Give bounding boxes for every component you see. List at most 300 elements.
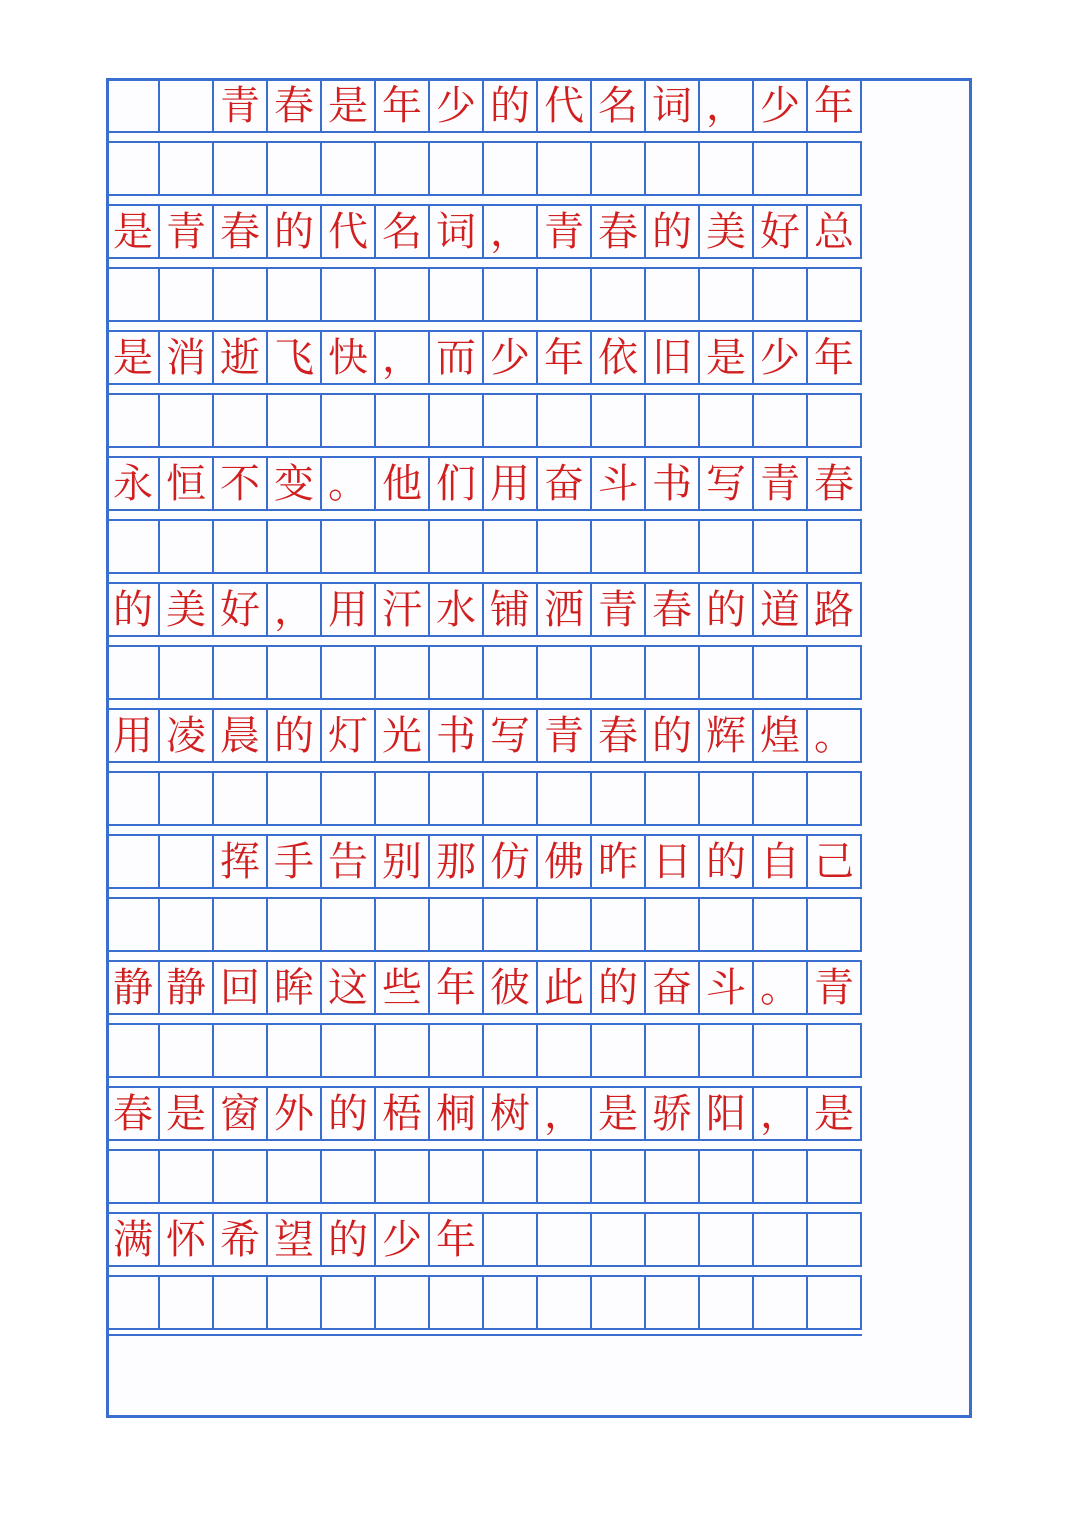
blank-grid-row (106, 393, 862, 448)
grid-cell (160, 80, 214, 131)
blank-grid-cell (700, 647, 754, 698)
grid-cell: 少 (376, 1214, 430, 1265)
grid-cell (106, 80, 160, 131)
grid-cell: ， (268, 584, 322, 635)
blank-grid-cell (322, 143, 376, 194)
grid-cell: 树 (484, 1088, 538, 1139)
blank-grid-cell (754, 143, 808, 194)
grid-cell: 名 (592, 80, 646, 131)
blank-grid-cell (700, 773, 754, 824)
grid-cell: 春 (268, 80, 322, 131)
grid-cell: 恒 (160, 458, 214, 509)
grid-cell: 青 (754, 458, 808, 509)
blank-grid-cell (268, 1277, 322, 1328)
blank-grid-cell (646, 647, 700, 698)
blank-grid-cell (754, 773, 808, 824)
grid-cell: 梧 (376, 1088, 430, 1139)
blank-grid-cell (268, 269, 322, 320)
grid-cell: 。 (808, 710, 862, 761)
grid-cell (106, 836, 160, 887)
blank-grid-cell (808, 269, 862, 320)
blank-grid-cell (646, 143, 700, 194)
blank-grid-cell (160, 773, 214, 824)
grid-cell: 斗 (592, 458, 646, 509)
blank-grid-cell (160, 269, 214, 320)
blank-grid-cell (754, 647, 808, 698)
text-grid-row (106, 456, 862, 511)
blank-grid-row (106, 519, 862, 574)
blank-grid-cell (214, 899, 268, 950)
grid-cell: 的 (592, 962, 646, 1013)
grid-cell: 是 (322, 80, 376, 131)
blank-grid-cell (160, 647, 214, 698)
blank-grid-cell (484, 269, 538, 320)
grid-cell: 旧 (646, 332, 700, 383)
grid-cell: 希 (214, 1214, 268, 1265)
grid-cell: 。 (322, 458, 376, 509)
grid-cell: 昨 (592, 836, 646, 887)
grid-cell: 水 (430, 584, 484, 635)
grid-cell: 光 (376, 710, 430, 761)
blank-grid-cell (754, 1025, 808, 1076)
text-grid-row (106, 708, 862, 763)
blank-grid-cell (592, 521, 646, 572)
grid-cell: 告 (322, 836, 376, 887)
blank-grid-cell (592, 1277, 646, 1328)
grid-cell: 铺 (484, 584, 538, 635)
blank-grid-cell (214, 143, 268, 194)
grid-cell: 道 (754, 584, 808, 635)
blank-grid-cell (484, 521, 538, 572)
blank-grid-cell (538, 395, 592, 446)
blank-grid-cell (322, 395, 376, 446)
grid-cell: 春 (808, 458, 862, 509)
blank-grid-cell (268, 899, 322, 950)
grid-cell: 永 (106, 458, 160, 509)
grid-cell: 好 (214, 584, 268, 635)
grid-cell: 青 (808, 962, 862, 1013)
grid-cell: 煌 (754, 710, 808, 761)
blank-grid-cell (106, 269, 160, 320)
grid-cell: 用 (106, 710, 160, 761)
blank-grid-cell (538, 1277, 592, 1328)
blank-grid-cell (214, 521, 268, 572)
grid-cell: 春 (592, 206, 646, 257)
blank-grid-cell (430, 647, 484, 698)
grid-cell: 青 (592, 584, 646, 635)
blank-grid-cell (700, 1025, 754, 1076)
blank-grid-cell (430, 395, 484, 446)
text-grid-row (106, 78, 862, 133)
blank-grid-cell (646, 1025, 700, 1076)
grid-cell: 静 (160, 962, 214, 1013)
blank-grid-cell (592, 1025, 646, 1076)
text-grid-row (106, 1212, 862, 1267)
grid-cell: ， (538, 1088, 592, 1139)
text-grid-row (106, 960, 862, 1015)
blank-grid-cell (106, 1025, 160, 1076)
grid-cell: 青 (214, 80, 268, 131)
blank-grid-cell (160, 899, 214, 950)
grid-cell: 好 (754, 206, 808, 257)
blank-grid-cell (700, 143, 754, 194)
blank-grid-cell (376, 899, 430, 950)
blank-grid-cell (646, 1277, 700, 1328)
grid-cell: 不 (214, 458, 268, 509)
text-grid-row (106, 330, 862, 385)
grid-cell: 洒 (538, 584, 592, 635)
grid-cell: 的 (268, 206, 322, 257)
blank-grid-cell (646, 269, 700, 320)
grid-cell: 晨 (214, 710, 268, 761)
grid-cell: 代 (322, 206, 376, 257)
blank-grid-cell (592, 1151, 646, 1202)
blank-grid-cell (808, 1151, 862, 1202)
blank-grid-cell (538, 773, 592, 824)
blank-grid-cell (808, 1025, 862, 1076)
blank-grid-cell (322, 521, 376, 572)
grid-cell: 别 (376, 836, 430, 887)
text-grid-row (106, 1086, 862, 1141)
grid-cell: 年 (538, 332, 592, 383)
blank-grid-cell (106, 143, 160, 194)
grid-cell: 名 (376, 206, 430, 257)
blank-grid-cell (376, 143, 430, 194)
grid-cell: 年 (430, 1214, 484, 1265)
grid-cell: 快 (322, 332, 376, 383)
blank-grid-cell (646, 899, 700, 950)
blank-grid-cell (268, 143, 322, 194)
blank-grid-cell (430, 1151, 484, 1202)
grid-cell: 是 (106, 206, 160, 257)
blank-grid-cell (376, 773, 430, 824)
grid-cell: 。 (754, 962, 808, 1013)
blank-grid-cell (754, 521, 808, 572)
grid-cell: ， (700, 80, 754, 131)
grid-cell: 年 (808, 80, 862, 131)
grid-cell: 美 (700, 206, 754, 257)
blank-grid-cell (106, 1151, 160, 1202)
grid-cell: ， (754, 1088, 808, 1139)
blank-grid-cell (430, 1277, 484, 1328)
blank-grid-cell (106, 521, 160, 572)
blank-grid-cell (484, 1025, 538, 1076)
blank-grid-cell (484, 773, 538, 824)
grid-cell: 的 (646, 710, 700, 761)
grid-cell: 静 (106, 962, 160, 1013)
grid-cell: 路 (808, 584, 862, 635)
grid-cell: 这 (322, 962, 376, 1013)
grid-cell: 外 (268, 1088, 322, 1139)
grid-cell: 青 (538, 710, 592, 761)
grid-cell: 的 (484, 80, 538, 131)
grid-cell: 日 (646, 836, 700, 887)
blank-grid-cell (214, 773, 268, 824)
blank-grid-cell (322, 1277, 376, 1328)
grid-cell: 此 (538, 962, 592, 1013)
blank-grid-cell (268, 647, 322, 698)
blank-grid-cell (268, 773, 322, 824)
blank-grid-cell (106, 395, 160, 446)
blank-grid-cell (430, 773, 484, 824)
blank-grid-cell (322, 1151, 376, 1202)
grid-cell: 灯 (322, 710, 376, 761)
grid-cell (646, 1214, 700, 1265)
blank-grid-cell (322, 773, 376, 824)
blank-grid-row (106, 141, 862, 196)
grid-cell: 是 (592, 1088, 646, 1139)
blank-grid-cell (160, 395, 214, 446)
grid-cell: 美 (160, 584, 214, 635)
grid-cell: 自 (754, 836, 808, 887)
text-grid-row (106, 204, 862, 259)
blank-grid-cell (160, 143, 214, 194)
blank-grid-cell (106, 1277, 160, 1328)
grid-cell: 回 (214, 962, 268, 1013)
blank-grid-row (106, 1149, 862, 1204)
blank-grid-cell (808, 899, 862, 950)
grid-cell: 少 (484, 332, 538, 383)
blank-grid-cell (754, 1277, 808, 1328)
grid-cell: 书 (646, 458, 700, 509)
grid-cell: 望 (268, 1214, 322, 1265)
composition-grid (106, 78, 866, 1418)
grid-cell: 书 (430, 710, 484, 761)
blank-grid-cell (700, 1151, 754, 1202)
blank-grid-cell (376, 395, 430, 446)
grid-cell: 写 (700, 458, 754, 509)
blank-grid-cell (376, 1151, 430, 1202)
blank-grid-cell (322, 899, 376, 950)
grid-cell: 词 (430, 206, 484, 257)
grid-cell: 怀 (160, 1214, 214, 1265)
grid-cell: 骄 (646, 1088, 700, 1139)
grid-cell: 挥 (214, 836, 268, 887)
blank-grid-cell (484, 647, 538, 698)
blank-grid-cell (214, 269, 268, 320)
blank-grid-cell (268, 395, 322, 446)
blank-grid-cell (160, 1025, 214, 1076)
grid-cell: 奋 (538, 458, 592, 509)
grid-cell: 青 (538, 206, 592, 257)
blank-grid-cell (376, 1277, 430, 1328)
blank-grid-cell (592, 269, 646, 320)
blank-grid-cell (592, 899, 646, 950)
blank-grid-cell (700, 521, 754, 572)
grid-cell: 是 (808, 1088, 862, 1139)
blank-grid-cell (754, 1151, 808, 1202)
blank-grid-cell (376, 521, 430, 572)
blank-grid-cell (430, 1025, 484, 1076)
blank-grid-cell (538, 143, 592, 194)
grid-cell: 逝 (214, 332, 268, 383)
blank-grid-cell (430, 521, 484, 572)
grid-cell: 年 (430, 962, 484, 1013)
grid-cell: 少 (754, 80, 808, 131)
grid-cell (160, 836, 214, 887)
blank-grid-cell (484, 143, 538, 194)
grid-cell: 消 (160, 332, 214, 383)
blank-grid-cell (214, 1277, 268, 1328)
grid-cell: 的 (646, 206, 700, 257)
blank-grid-cell (538, 269, 592, 320)
blank-grid-cell (808, 521, 862, 572)
blank-grid-cell (700, 269, 754, 320)
blank-grid-cell (538, 1025, 592, 1076)
grid-cell: 的 (322, 1088, 376, 1139)
grid-cell (754, 1214, 808, 1265)
grid-cell: 汗 (376, 584, 430, 635)
grid-cell: 用 (484, 458, 538, 509)
blank-grid-cell (484, 395, 538, 446)
grid-cell: 他 (376, 458, 430, 509)
grid-cell: 的 (322, 1214, 376, 1265)
grid-cell: 眸 (268, 962, 322, 1013)
blank-grid-cell (646, 521, 700, 572)
grid-cell: 彼 (484, 962, 538, 1013)
grid-cell: 用 (322, 584, 376, 635)
blank-grid-row (106, 645, 862, 700)
grid-cell: 窗 (214, 1088, 268, 1139)
blank-grid-cell (268, 1025, 322, 1076)
blank-grid-cell (808, 647, 862, 698)
blank-grid-row (106, 897, 862, 952)
blank-grid-cell (484, 899, 538, 950)
grid-cell: 的 (268, 710, 322, 761)
blank-grid-cell (754, 899, 808, 950)
grid-cell (700, 1214, 754, 1265)
grid-cell: 少 (430, 80, 484, 131)
blank-grid-cell (214, 1025, 268, 1076)
blank-grid-cell (214, 1151, 268, 1202)
blank-grid-row (106, 267, 862, 322)
grid-cell: ， (484, 206, 538, 257)
grid-cell: 满 (106, 1214, 160, 1265)
blank-grid-cell (484, 1277, 538, 1328)
blank-grid-cell (484, 1151, 538, 1202)
grid-cell: 春 (592, 710, 646, 761)
blank-grid-row (106, 1023, 862, 1078)
grid-cell: 变 (268, 458, 322, 509)
grid-cell: 年 (808, 332, 862, 383)
grid-cell: 飞 (268, 332, 322, 383)
grid-cell: 青 (160, 206, 214, 257)
grid-cell: ， (376, 332, 430, 383)
grid-cell: 那 (430, 836, 484, 887)
grid-cell: 们 (430, 458, 484, 509)
grid-cell: 春 (106, 1088, 160, 1139)
blank-grid-cell (754, 395, 808, 446)
blank-grid-cell (430, 143, 484, 194)
blank-grid-cell (376, 269, 430, 320)
grid-cell: 凌 (160, 710, 214, 761)
grid-cell: 是 (106, 332, 160, 383)
grid-cell: 的 (106, 584, 160, 635)
blank-grid-cell (592, 143, 646, 194)
grid-cell: 佛 (538, 836, 592, 887)
blank-grid-cell (808, 773, 862, 824)
grid-cell (484, 1214, 538, 1265)
blank-grid-cell (538, 647, 592, 698)
blank-grid-cell (430, 899, 484, 950)
blank-grid-cell (646, 1151, 700, 1202)
blank-grid-cell (700, 899, 754, 950)
blank-grid-cell (106, 899, 160, 950)
blank-grid-cell (808, 395, 862, 446)
grid-cell: 总 (808, 206, 862, 257)
grid-cell (592, 1214, 646, 1265)
grid-cell: 是 (160, 1088, 214, 1139)
blank-grid-cell (592, 395, 646, 446)
grid-cell: 代 (538, 80, 592, 131)
blank-grid-cell (538, 1151, 592, 1202)
grid-cell: 词 (646, 80, 700, 131)
blank-grid-cell (322, 1025, 376, 1076)
grid-cell: 仿 (484, 836, 538, 887)
grid-cell: 阳 (700, 1088, 754, 1139)
blank-grid-cell (808, 1277, 862, 1328)
blank-grid-cell (646, 395, 700, 446)
blank-grid-cell (214, 395, 268, 446)
grid-cell: 依 (592, 332, 646, 383)
blank-grid-row (106, 771, 862, 826)
grid-cell (538, 1214, 592, 1265)
blank-grid-cell (754, 269, 808, 320)
blank-grid-cell (214, 647, 268, 698)
grid-cell: 少 (754, 332, 808, 383)
grid-cell: 奋 (646, 962, 700, 1013)
blank-grid-cell (322, 269, 376, 320)
grid-cell: 春 (646, 584, 700, 635)
grid-cell: 的 (700, 836, 754, 887)
grid-cell: 而 (430, 332, 484, 383)
blank-grid-row (106, 1275, 862, 1330)
blank-grid-cell (592, 773, 646, 824)
grid-cell: 手 (268, 836, 322, 887)
blank-grid-cell (538, 899, 592, 950)
blank-grid-cell (376, 1025, 430, 1076)
grid-cell: 辉 (700, 710, 754, 761)
text-grid-row (106, 582, 862, 637)
blank-grid-cell (268, 1151, 322, 1202)
text-grid-row (106, 834, 862, 889)
blank-grid-cell (160, 521, 214, 572)
blank-grid-cell (376, 647, 430, 698)
blank-grid-cell (592, 647, 646, 698)
blank-grid-cell (160, 1277, 214, 1328)
blank-grid-cell (430, 269, 484, 320)
blank-grid-cell (700, 1277, 754, 1328)
grid-cell: 是 (700, 332, 754, 383)
grid-cell: 桐 (430, 1088, 484, 1139)
grid-cell (808, 1214, 862, 1265)
grid-cell: 年 (376, 80, 430, 131)
grid-cell: 写 (484, 710, 538, 761)
blank-grid-cell (160, 1151, 214, 1202)
blank-grid-cell (322, 647, 376, 698)
grid-bottom-line (106, 1334, 862, 1336)
grid-cell: 些 (376, 962, 430, 1013)
grid-cell: 春 (214, 206, 268, 257)
blank-grid-cell (106, 773, 160, 824)
grid-cell: 的 (700, 584, 754, 635)
blank-grid-cell (106, 647, 160, 698)
blank-grid-cell (646, 773, 700, 824)
blank-grid-cell (268, 521, 322, 572)
grid-cell: 斗 (700, 962, 754, 1013)
blank-grid-cell (538, 521, 592, 572)
grid-cell: 己 (808, 836, 862, 887)
